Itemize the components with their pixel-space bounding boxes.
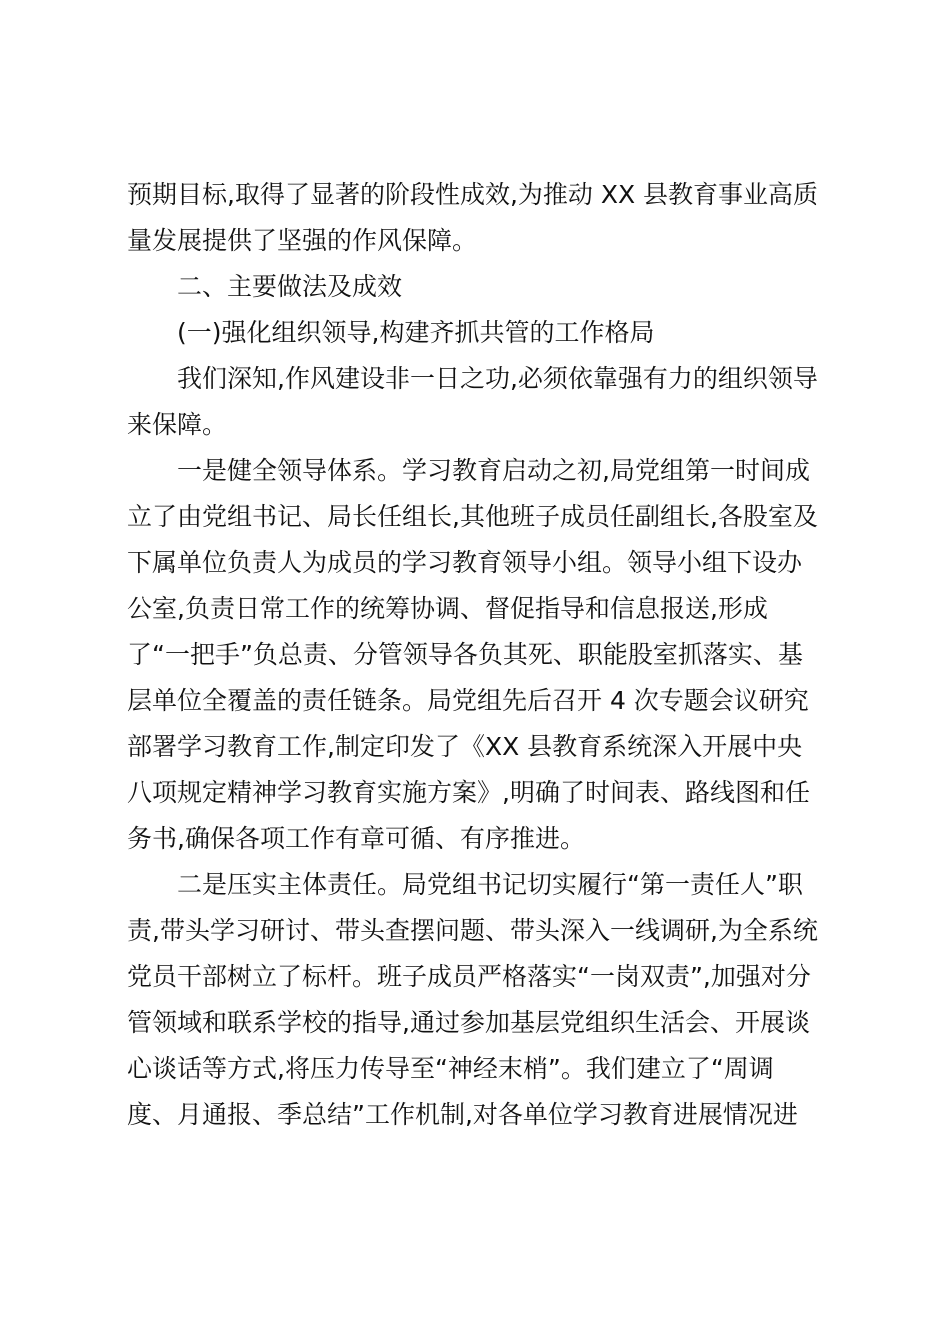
- paragraph-line: 来保障。: [127, 410, 228, 439]
- paragraph-line: 心谈话等方式,将压力传导至“神经末梢”。我们建立了“周调: [127, 1054, 774, 1083]
- paragraph-line: 立了由党组书记、局长任组长,其他班子成员任副组长,各股室及: [127, 502, 818, 531]
- paragraph-line: 管领域和联系学校的指导,通过参加基层党组织生活会、开展谈: [127, 1008, 810, 1037]
- paragraph-line: 公室,负责日常工作的统筹协调、督促指导和信息报送,形成: [127, 594, 768, 623]
- subsection-heading: (一)强化组织领导,构建齐抓共管的工作格局: [177, 318, 655, 347]
- paragraph-line: 部署学习教育工作,制定印发了《XX 县教育系统深入开展中央: [127, 732, 803, 761]
- paragraph-line: 预期目标,取得了显著的阶段性成效,为推动 XX 县教育事业高质: [127, 180, 819, 209]
- paragraph-line: 二是压实主体责任。局党组书记切实履行“第一责任人”职: [177, 870, 803, 899]
- paragraph-line: 党员干部树立了标杆。班子成员严格落实“一岗双责”,加强对分: [127, 962, 811, 991]
- paragraph-line: 量发展提供了坚强的作风保障。: [127, 226, 478, 255]
- paragraph-line: 层单位全覆盖的责任链条。局党组先后召开 4 次专题会议研究: [127, 686, 809, 715]
- paragraph-line: 一是健全领导体系。学习教育启动之初,局党组第一时间成: [177, 456, 810, 485]
- paragraph-line: 责,带头学习研讨、带头查摆问题、带头深入一线调研,为全系统: [127, 916, 818, 945]
- document-body: [127, 172, 837, 1138]
- paragraph-line: 我们深知,作风建设非一日之功,必须依靠强有力的组织领导: [177, 364, 818, 393]
- section-heading: 二、主要做法及成效: [177, 272, 403, 301]
- paragraph-line: 务书,确保各项工作有章可循、有序推进。: [127, 824, 585, 853]
- paragraph-line: 了“一把手”负总责、分管领导各负其死、职能股室抓落实、基: [127, 640, 803, 669]
- paragraph-line: 下属单位负责人为成员的学习教育领导小组。领导小组下设办: [127, 548, 803, 577]
- paragraph-line: 度、月通报、季总结”工作机制,对各单位学习教育进展情况进: [127, 1100, 798, 1129]
- paragraph-line: 八项规定精神学习教育实施方案》,明确了时间表、路线图和任: [127, 778, 810, 807]
